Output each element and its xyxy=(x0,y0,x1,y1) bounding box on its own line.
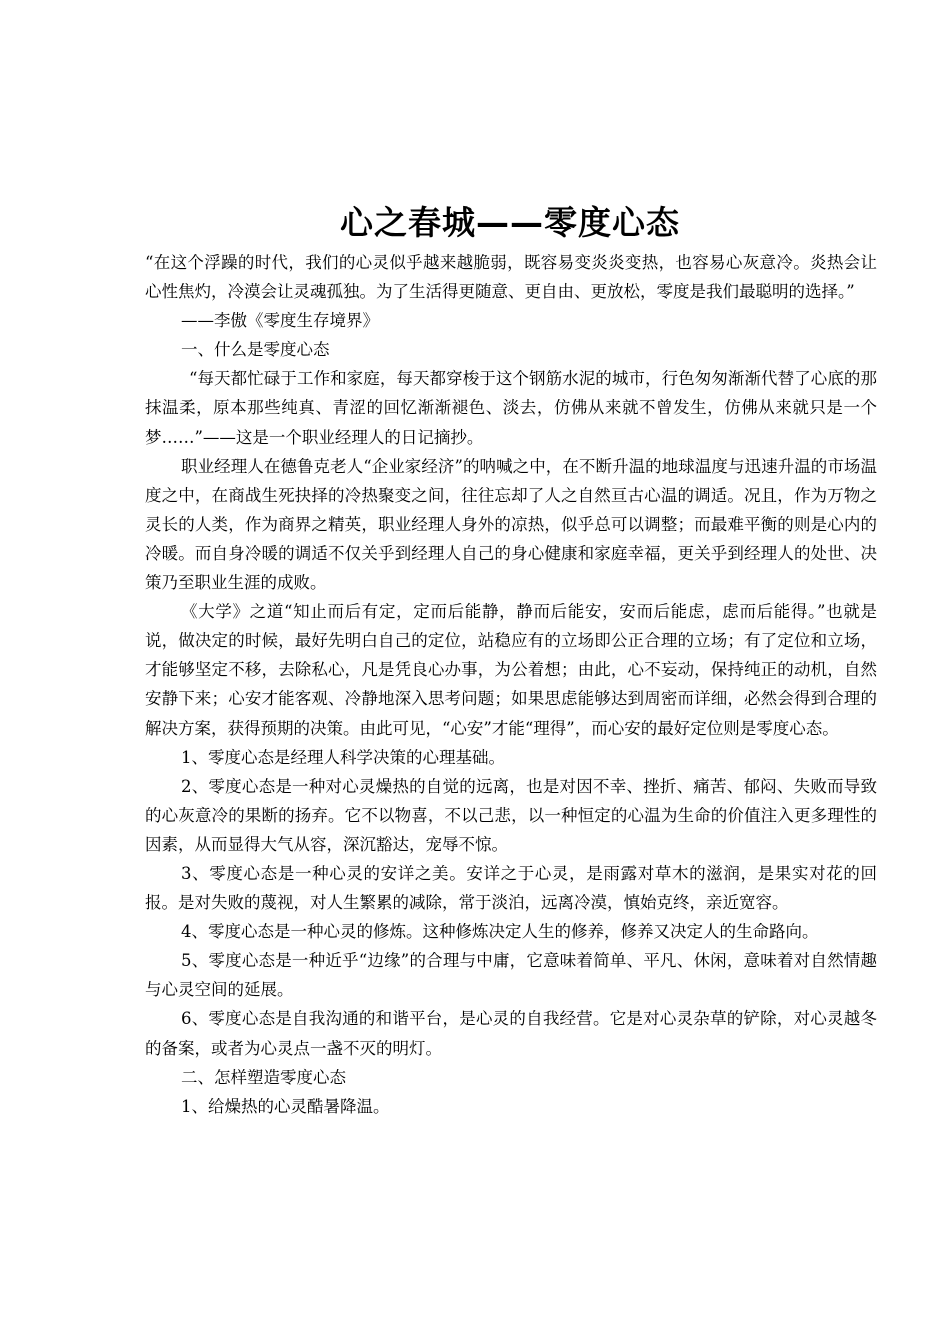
point-2: 2、零度心态是一种对心灵燥热的自觉的远离，也是对因不幸、挫折、痛苦、郁闷、失败而导致的心灰意冷的果断的扬弃。它不以物喜，不以己悲，以一种恒定的心温为生命的价值注入更多理性的因素，从而显得大气从容，深沉豁达，宠辱不惊。 xyxy=(145,776,877,854)
point-5: 5、零度心态是一种近乎“边缘”的合理与中庸，它意味着简单、平凡、休闲，意味着对自然情趣与心灵空间的延展。 xyxy=(145,951,877,1000)
opening-quote-paragraph: “在这个浮躁的时代，我们的心灵似乎越来越脆弱，既容易变炎炎变热，也容易心灰意冷。炎热会让心性焦灼，冷漠会让灵魂孤独。为了生活得更随意、更自由、更放松，零度是我们最聪明的选择。” xyxy=(145,253,877,302)
point-4: 4、零度心态是一种心灵的修炼。这种修炼决定人生的修养，修养又决定人的生命路向。 xyxy=(181,922,819,942)
daxue-paragraph: 《大学》之道“知止而后有定，定而后能静，静而后能安，安而后能虑，虑而后能得。”也就是说，做决定的时候，最好先明白自己的定位，站稳应有的立场即公正合理的立场；有了定位和立场，才能够坚定不移，去除私心，凡是凭良心办事，为公着想；由此，心不妄动，保持纯正的动机，自然安静下来；心安才能客观、冷静地深入思考问题；如果思虑能够达到周密而详细，必然会得到合理的解决方案，获得预期的决策。由此可见，“心安”才能“理得”，而心安的最好定位则是零度心态。 xyxy=(145,602,877,738)
section-heading-1: 一、什么是零度心态 xyxy=(181,340,330,360)
section-heading-2: 二、怎样塑造零度心态 xyxy=(181,1067,346,1087)
point-6: 6、零度心态是自我沟通的和谐平台，是心灵的自我经营。它是对心灵杂草的铲除，对心灵越冬的备案，或者为心灵点一盏不灭的明灯。 xyxy=(145,1009,877,1058)
point-1: 1、零度心态是经理人科学决策的心理基础。 xyxy=(181,747,505,767)
diary-excerpt-paragraph: “每天都忙碌于工作和家庭，每天都穿梭于这个钢筋水泥的城市，行色匆匆渐渐代替了心底的那抹温柔，原本那些纯真、青涩的回忆渐渐褪色、淡去，仿佛从来就不曾发生，仿佛从来就只是一个梦……”——这是一个职业经理人的日记摘抄。 xyxy=(145,369,877,447)
point-3: 3、零度心态是一种心灵的安详之美。安详之于心灵，是雨露对草木的滋润，是果实对花的回报。是对失败的蔑视，对人生繁累的减除，常于淡泊，远离冷漠，慎始克终，亲近宽容。 xyxy=(145,863,877,913)
document-body xyxy=(145,248,877,1121)
quote-attribution: ——李傲《零度生存境界》 xyxy=(181,311,379,331)
manager-paragraph: 职业经理人在德鲁克老人“企业家经济”的呐喊之中，在不断升温的地球温度与迅速升温的市场温度之中，在商战生死抉择的冷热聚变之间，往往忘却了人之自然亘古心温的调适。况且，作为万物之灵长的人类，作为商界之精英，职业经理人身外的凉热，似乎总可以调整；而最难平衡的则是心内的冷暖。而自身冷暖的调适不仅关乎到经理人自己的身心健康和家庭幸福，更关乎到经理人的处世、决策乃至职业生涯的成败。 xyxy=(145,456,877,593)
method-1: 1、给燥热的心灵酷暑降温。 xyxy=(181,1096,390,1116)
document-title: 心之春城——零度心态 xyxy=(340,203,680,242)
